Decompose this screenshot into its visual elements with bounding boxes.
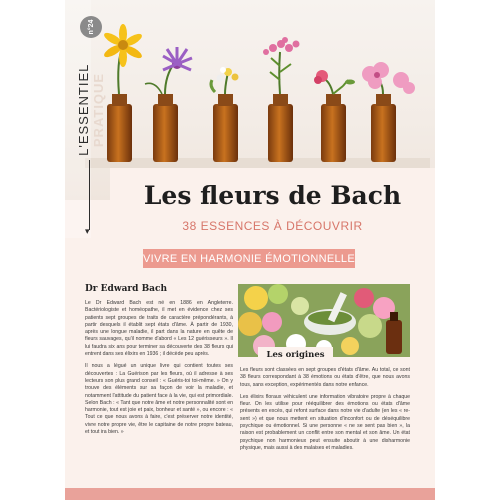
down-arrow-icon: ▾ [85,226,90,236]
series-title-light: PRATIQUE [91,72,106,148]
footer-bar [65,488,435,500]
paragraph: Il nous a légué un unique livre qui contient toutes ses découvertes : La Guérison par les fleurs, où il adresse à ses lecteurs son plus grand conseil : « Guéris-toi toi-même. » On y trouve des éléments sur sa façon de voir la maladie, et notamment l'attitude du patient face à la vie, qui est primordiale. Selon Bach : « Tant que notre âme et notre personnalité sont en harmonie, tout est joie et paix, bonheur et santé », ou encore : « Tout ce que nous avons à faire, c'est préserver notre identité, vivre notre propre vie, être le capitaine de notre propre bateau, et tout ira bien. » [85,363,233,436]
paragraph: Le Dr Edward Bach est né en 1886 en Angleterre. Bactériologiste et homéopathe, il met en évidence chez ses patients sept groupes de traits de caractère prépondérants, à partir desquels il établit sept états d'âme. À partir de 1930, après une longue maladie, il part dans la nature en quête de fleurs sauvages, qu'il nomme d'abord « Les 12 guérisseurs ». Il lui faudra six ans pour terminer sa découverte des 38 fleurs qui entrent dans ses élixirs en 1936 ; il décède peu après. [85,300,233,358]
bottle-4 [263,37,300,162]
series-title-dark: L'ESSENTIEL [76,64,91,156]
paragraph: Les élixirs floraux véhiculent une information vibratoire propre à chaque fleur. On les utilise pour rééquilibrer des émotions ou états d'âme présents en excès, qui refont surface dans notre vie d'adulte (en les « re-sent ») et que nous mettent en situation d'inconfort ou de déséquilibre psychique ou émotionnel. Si une personne « ne se sent pas bien », la raison est probablement un conflit entre son mental et son âme. Un état psychique non harmonieux peut ensuite aboutir à une disharmonie physique, mais aussi à des malaises et maladies. [240,393,410,451]
bottle-3 [211,67,239,162]
bottle-2 [145,47,192,162]
section-heading-origines: Les origines [258,347,333,362]
page-subtitle: 38 ESSENCES À DÉCOUVRIR [182,219,363,233]
series-title [76,45,106,175]
bottle-6 [362,62,415,162]
left-column [85,284,233,441]
paragraph: Les fleurs sont classées en sept groupes d'états d'âme. Au total, ce sont 38 fleurs correspondant à 38 émotions ou états d'être, que nous avons tous, sans exception, expérimentés dans notre enfance. [240,367,410,388]
section-heading-bach: Dr Edward Bach [85,284,168,294]
bottle-5 [314,70,355,162]
right-column [240,367,410,457]
theme-banner: VIVRE EN HARMONIE ÉMOTIONNELLE [143,249,355,268]
book-cover-page [65,0,435,500]
page-title: Les fleurs de Bach [143,181,402,210]
spine-divider [89,160,90,230]
issue-badge: n°24 [80,16,102,38]
bottle-1 [102,24,143,162]
